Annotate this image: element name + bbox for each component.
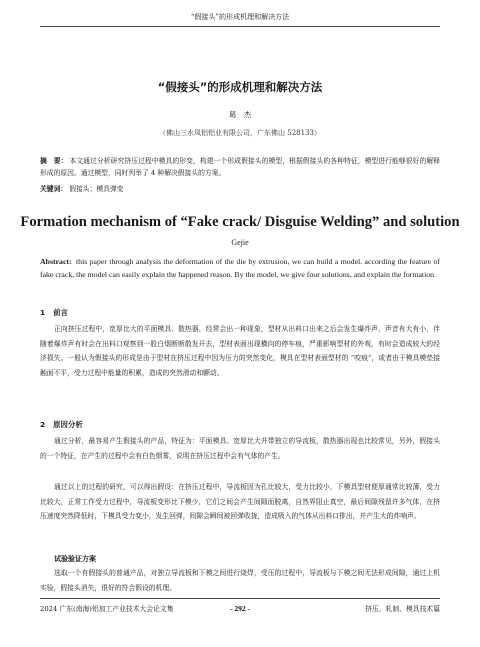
- section-title: 原因分析: [53, 420, 83, 429]
- header-rule: [40, 26, 440, 27]
- author-chinese: 葛 杰: [228, 110, 252, 119]
- section-title: 前言: [53, 308, 68, 317]
- section-number: 2: [40, 420, 46, 429]
- keywords-text-chinese: 假接头；模具弹变: [69, 185, 124, 193]
- running-header: “假接头”的形成机理和解决方法: [190, 13, 290, 21]
- paragraph-analysis-1: 通过分析，最容易产生假接头的产品，特征为：平面模具、宽厚比大并带独立的导流板，散热器出现也比较常见，另外，假接头的一个特征，在产生的过程中会有白色烟雾，说明在挤压过程中会有气体的产生。: [40, 437, 440, 460]
- paragraph-analysis-2: 通过以上的过程的研究，可以得出假设：在挤压过程中，导流板因为孔比较大，受力比较小，下模具型材便厚通常比较薄，受力比较大，正常工作受力过程中，导流板变形比下模少，它们之间会产生间隙而脱离，自然界阻止真空，最后间隙残留许多气体，在挤压速度突然降低时，下模具受力变小，发生回弹，间隙会瞬间被回弹收拢，造成吸入的气体从出料口排出，并产生大的炸响声。: [40, 483, 440, 521]
- keywords-label-chinese: 关键词：: [40, 185, 68, 193]
- section-heading-2: [40, 420, 440, 430]
- footer-section: 挤压、轧制、模具技术篇: [365, 605, 440, 613]
- abstract-chinese: [40, 155, 440, 179]
- paragraph-experiment: 选取一个有假接头的普通产品，对独立导流板和下模之间进行烧焊，受压的过程中，导流板与下模之间无法形成间隙，通过上机实验，假接头消失，很好的符合假设的机理。: [40, 569, 440, 592]
- paragraph-introduction: 正向挤压过程中，宽厚比大的平面模具、散热器，经常会出一种现象，型材从出料口出来之后会发生爆炸声，声音有大有小，伴随着爆炸声有时会在出料口观察到一股白烟断断散发开去，型材表面出现横向的停车痕，严重影响型材的外观，有时会造成较大的经济损失。一般认为假接头的形成是由于型材在挤压过程中因为压力的突然变化，模具在型材表面型材的 “咬痕”，或者由于模具模垫接触面不平，受力过程中能量的积累，造成的突然滑动和颤动。: [40, 325, 440, 377]
- page-number: - 292 -: [230, 604, 250, 613]
- paper-title-english: Formation mechanism of “Fake crack/ Disguise Welding” and solution: [20, 214, 460, 230]
- abstract-text-chinese: 本文通过分析研究挤压过程中模具的形变，构建一个形成假接头的模型，根据假接头的各种特征，模型进行能够很好的解释形成的原因。通过模型，同时列举了 4 种解决假接头的方案。: [40, 157, 440, 177]
- subsection-heading: 试验验证方案: [54, 555, 96, 563]
- section-heading-1: [40, 308, 440, 318]
- abstract-text-english: this paper through analysis the deformation of the die by extrusion, we can build a model. according the feature of fake crack, the model can easily explain the happened reason. By the model, we give four solutions, and explain the formation.: [40, 257, 441, 279]
- affiliation-chinese: （佛山三水凤铝铝业有限公司，广东佛山 528133）: [159, 129, 321, 137]
- section-number: 1: [40, 308, 46, 317]
- abstract-label-english: Abstract:: [40, 257, 72, 266]
- paper-title-chinese: “假接头”的形成机理和解决方法: [157, 80, 323, 94]
- keywords-chinese: [40, 184, 440, 195]
- abstract-label-chinese: 摘 要：: [40, 157, 68, 165]
- footer-rule: [40, 598, 440, 599]
- footer-proceedings: 2024 广东(南海)铝加工产业技术大会论文集: [40, 605, 174, 613]
- author-english: Gejie: [231, 238, 249, 247]
- abstract-english: [40, 256, 440, 281]
